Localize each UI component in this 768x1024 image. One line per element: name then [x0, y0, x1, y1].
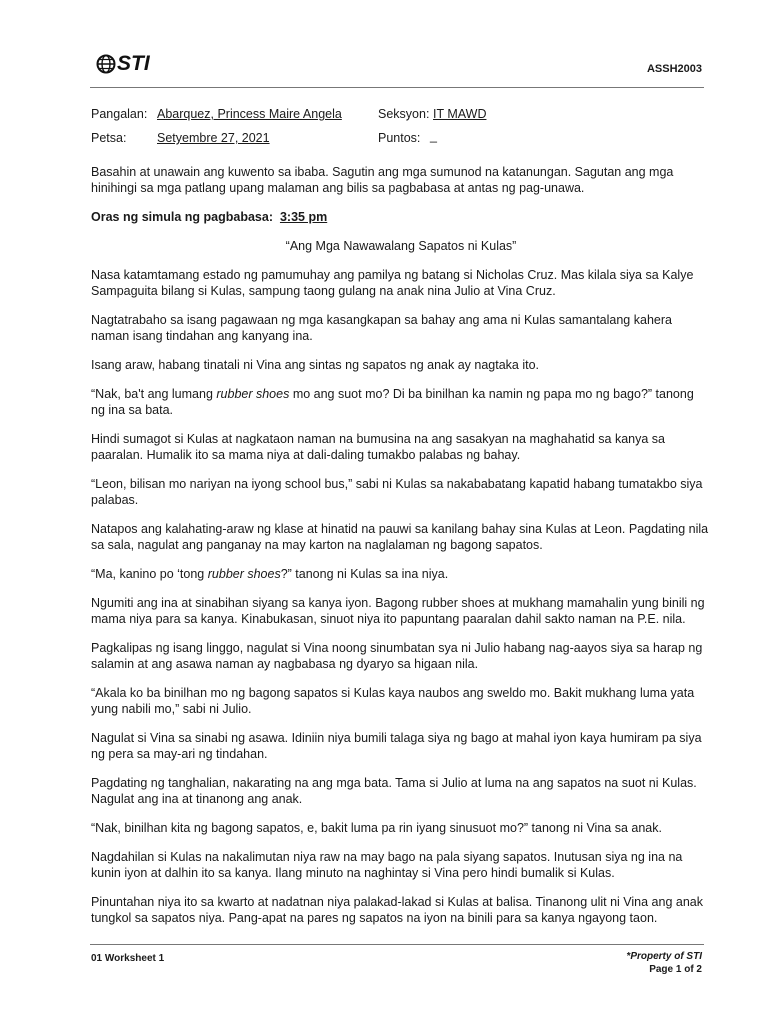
score-label: Puntos: [378, 131, 421, 145]
course-code: ASSH2003 [646, 63, 702, 75]
page-number: Page 1 of 2 [649, 964, 702, 975]
story-paragraph: Pagkalipas ng isang linggo, nagulat si Vina noong sinumbatan sya ni Julio habang nag-aayos siya sa harap ng salamin at ang asawa naman ay nagbabasa ng dyaryo sa higaan nila. [91, 641, 703, 671]
story-paragraph: Nagdahilan si Kulas na nakalimutan niya raw na may bago na pala siyang sapatos. Inutusan siya ng ina na kunin iyon at dalhin ito sa kanya. Ilang minuto na naghintay si Vina pero hindi bumalik si Kulas. [91, 850, 683, 880]
globe-icon [96, 54, 116, 74]
instructions: Basahin at unawain ang kuwento sa ibaba. Sagutin ang mga sumunod na katanungan. Sagutan ang mga hinihingi sa mga patlang upang malaman ang bilis sa pagbabasa at antas ng pag-unawa. [91, 165, 674, 195]
story-paragraph: Isang araw, habang tinatali ni Vina ang sintas ng sapatos ng anak ay nagtaka ito. [91, 358, 540, 372]
story-paragraph: Nagulat si Vina sa sinabi ng asawa. Idiniin niya bumili talaga siya ng bago at mahal iyon kaya humiram pa siya ng pera sa may-ari ng tindahan. [91, 731, 702, 761]
story-title: “Ang Mga Nawawalang Sapatos ni Kulas” [285, 239, 517, 253]
story-paragraph: Natapos ang kalahating-araw ng klase at hinatid na pauwi sa kanilang bahay sina Kulas at Leon. Pagdating nila sa sala, nagulat ang panganay na may karton na naglalaman ng bagong sapatos. [91, 522, 709, 552]
footer-right [626, 950, 702, 976]
story-paragraph: “Nak, binilhan kita ng bagong sapatos, e, bakit luma pa rin iyang sinusuot mo?” tanong ni Vina sa anak. [91, 821, 662, 835]
section-value: IT MAWD [433, 107, 487, 121]
story-paragraph: Hindi sumagot si Kulas at nagkataon naman na bumusina na ang sasakyan na maghahatid sa kanya sa paaralan. Humalik ito sa mama niya at dali-daling tumakbo palabas ng bahay. [91, 432, 665, 462]
section-label: Seksyon: [378, 107, 430, 121]
story-paragraph: Ngumiti ang ina at sinabihan siyang sa kanya iyon. Bagong rubber shoes at mukhang mamahalin yung binili ng mama niya para sa kanya. Kinabukasan, sinuot niya ito papuntang paaralan dahil sakto naman na P.E. nila. [91, 596, 705, 626]
story-paragraph: “Nak, ba't ang lumang rubber shoes mo ang suot mo? Di ba binilhan ka namin ng papa mo ng bago?” tanong ng ina sa bata. [91, 387, 694, 417]
worksheet-body [91, 164, 711, 939]
start-time-label: Oras ng simula ng pagbabasa: [91, 210, 273, 224]
header-divider [90, 87, 704, 88]
worksheet-label: 01 Worksheet 1 [91, 953, 165, 964]
story-paragraph: Pagdating ng tanghalian, nakarating na ang mga bata. Tama si Julio at luma na ang sapatos na suot ni Kulas. Nagulat ang ina at tinanong ang anak. [91, 776, 697, 806]
property-note: *Property of STI [626, 951, 702, 962]
logo-text: STI [117, 52, 150, 75]
story-paragraph: “Ma, kanino po ‘tong rubber shoes?” tanong ni Kulas sa ina niya. [91, 567, 449, 581]
score-value: _ [430, 129, 437, 143]
name-value: Abarquez, Princess Maire Angela [157, 107, 342, 121]
story-paragraph: “Akala ko ba binilhan mo ng bagong sapatos si Kulas kaya naubos ang sweldo mo. Bakit mukhang luma yata yung nabili mo,” sabi ni Julio. [91, 686, 695, 716]
start-time-value: 3:35 pm [279, 210, 328, 224]
date-value: Setyembre 27, 2021 [157, 131, 270, 145]
story-paragraph: Nasa katamtamang estado ng pamumuhay ang pamilya ng batang si Nicholas Cruz. Mas kilala siya sa Kalye Sampaguita bilang si Kulas, sampung taong gulang na anak nina Julio at Vina Cruz. [91, 268, 694, 298]
story-paragraph: Pinuntahan niya ito sa kwarto at nadatnan niya palakad-lakad si Kulas at balisa. Tinanong ulit ni Vina ang anak tungkol sa sapatos niya. Pang-apat na pares ng sapatos na iyon na binili para sa kanya ngayong taon. [91, 895, 703, 925]
sti-logo [96, 52, 150, 76]
story-paragraph: Nagtatrabaho sa isang pagawaan ng mga kasangkapan sa bahay ang ama ni Kulas samantalang kahera naman isang tindahan ang kanyang ina. [91, 313, 672, 343]
story-paragraph: “Leon, bilisan mo nariyan na iyong school bus,” sabi ni Kulas sa nakababatang kapatid habang tumatakbo siya palabas. [91, 477, 703, 507]
start-time-line [91, 209, 711, 225]
name-label: Pangalan: [91, 107, 148, 121]
date-label: Petsa: [91, 131, 127, 145]
footer-divider [90, 944, 704, 945]
